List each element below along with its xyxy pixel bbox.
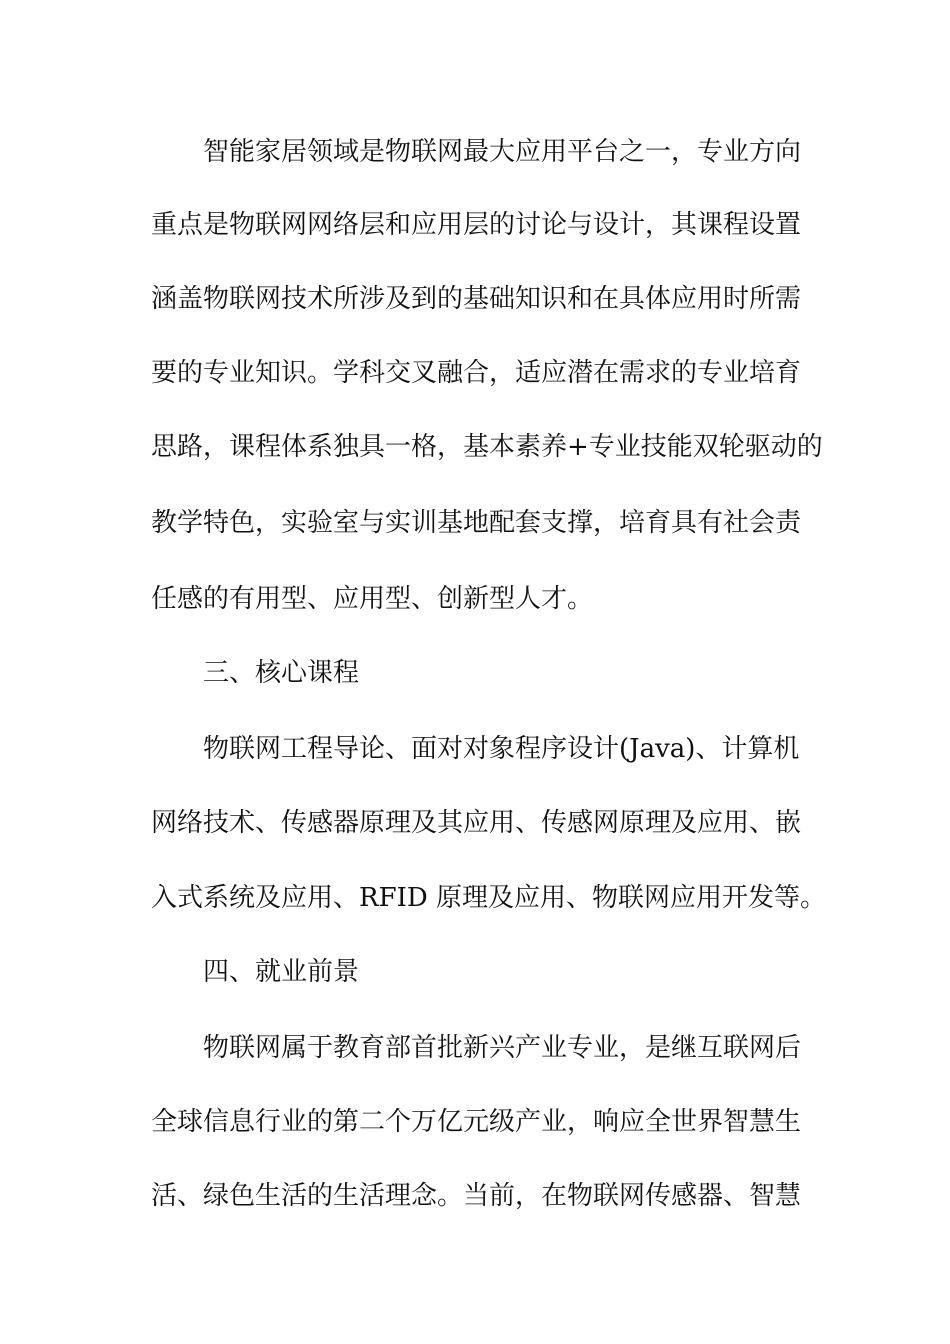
text-line: 网络技术、传感器原理及其应用、传感网原理及应用、嵌: [151, 808, 802, 838]
text-line: 教学特色，实验室与实训基地配套支撑，培育具有社会责: [151, 508, 802, 538]
text-line: 任感的有用型、应用型、创新型人才。: [151, 584, 594, 614]
text-line: 要的专业知识。学科交叉融合，适应潜在需求的专业培育: [151, 358, 802, 388]
text-line: 物联网工程导论、面对对象程序设计(Java)、计算机: [203, 734, 800, 764]
text-line: 物联网属于教育部首批新兴产业专业，是继互联网后: [203, 1033, 802, 1063]
text-line: 思路，课程体系独具一格，基本素养+专业技能双轮驱动的: [151, 432, 823, 462]
text-line: 活、绿色生活的生活理念。当前，在物联网传感器、智慧: [151, 1181, 802, 1211]
text-line: 智能家居领域是物联网最大应用平台之一，专业方向: [203, 137, 802, 167]
text-line: 入式系统及应用、RFID 原理及应用、物联网应用开发等。: [151, 883, 826, 913]
section-heading: 三、核心课程: [203, 658, 360, 688]
text-line: 重点是物联网网络层和应用层的讨论与设计，其课程设置: [151, 210, 802, 240]
section-heading: 四、就业前景: [203, 957, 360, 987]
text-line: 全球信息行业的第二个万亿元级产业，响应全世界智慧生: [151, 1107, 802, 1137]
text-line: 涵盖物联网技术所涉及到的基础知识和在具体应用时所需: [151, 284, 802, 314]
